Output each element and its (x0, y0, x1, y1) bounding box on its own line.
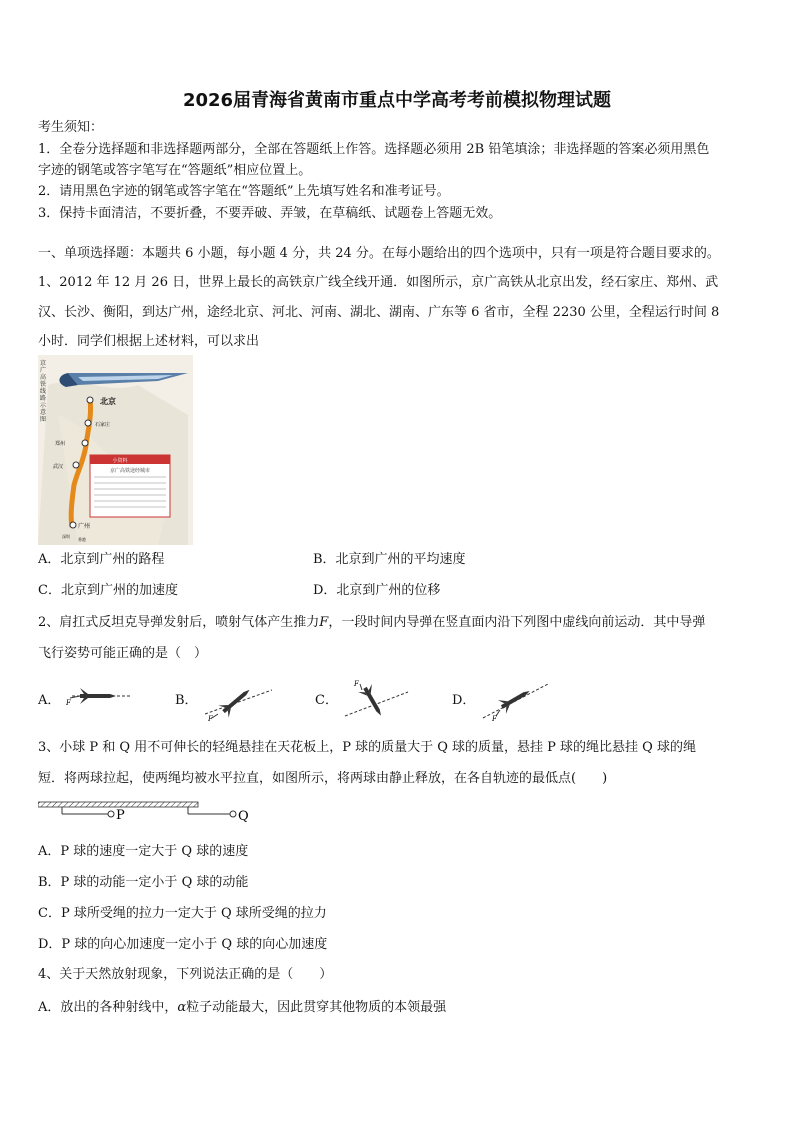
city-label: 北京 (100, 397, 116, 406)
city-label: 深圳 (62, 534, 70, 539)
q1-text: 1、2012 年 12 月 26 日，世界上最长的高铁京广线全线开通．如图所示，京广高铁从北京出发，经石家庄、郑州、武 (38, 275, 719, 290)
q3-option-d: D．P 球的向心加速度一定小于 Q 球的向心加速度 (38, 937, 328, 952)
q2-label-a: A． (38, 693, 61, 708)
pendulum-figure (38, 798, 278, 830)
svg-text:F: F (208, 715, 213, 722)
svg-text:F: F (354, 680, 359, 688)
q2-label-c: C． (315, 693, 338, 708)
notice-heading: 考生须知： (38, 120, 104, 135)
q2-text: 飞行姿势可能正确的是（ ） (38, 646, 208, 661)
svg-text:Q: Q (238, 809, 249, 824)
page-title: 2026届青海省黄南市重点中学高考考前模拟物理试题 (182, 90, 612, 111)
q3-option-b: B．P 球的动能一定小于 Q 球的动能 (38, 875, 249, 890)
info-box-title: 小资料 (112, 458, 128, 464)
railway-map (38, 355, 193, 545)
q1-option-d: D．北京到广州的位移 (313, 583, 441, 598)
railway-map-figure (38, 355, 193, 545)
missile-figure-a (62, 678, 132, 718)
city-label: 香港 (78, 537, 86, 542)
q3-text: 短．将两球拉起，使两绳均被水平拉直，如图所示，将两球由静止释放，在各自轨迹的最低点( ) (38, 771, 608, 786)
missile-figure-b (200, 680, 275, 722)
svg-text:F: F (66, 699, 71, 707)
missile-figure-c (340, 678, 410, 722)
q2-label-b: B． (175, 693, 198, 708)
q1-text: 汉、长沙、衡阳，到达广州，途经北京、河北、河南、湖北、湖南、广东等 6 省市，全程 2230 公里，全程运行时间 8 (38, 305, 720, 320)
notice-item: 1．全卷分选择题和非选择题两部分，全部在答题纸上作答。选择题必须用 2B 铅笔填涂；非选择题的答案必须用黑色 (38, 142, 710, 157)
city-label: 石家庄 (95, 422, 111, 428)
missile-figure-d (478, 678, 550, 722)
q1-option-a: A．北京到广州的路程 (38, 552, 165, 567)
notice-item: 2．请用黑色字迹的钢笔或答字笔在“答题纸”上先填写姓名和准考证号。 (38, 184, 450, 199)
q3-text: 3、小球 P 和 Q 用不可伸长的轻绳悬挂在天花板上，P 球的质量大于 Q 球的质量，悬挂 P 球的绳比悬挂 Q 球的绳 (38, 740, 696, 755)
q4-text: 4、关于天然放射现象，下列说法正确的是（ ） (38, 967, 333, 982)
map-side-title: 京广高铁线路示意图 (40, 360, 47, 423)
city-label: 郑州 (55, 441, 66, 447)
info-box-subtitle: 京广高铁途经城市 (109, 468, 151, 474)
q1-option-c: C．北京到广州的加速度 (38, 583, 178, 598)
notice-item: 字迹的钢笔或答字笔写在“答题纸”相应位置上。 (38, 163, 312, 178)
q3-option-a: A．P 球的速度一定大于 Q 球的速度 (38, 844, 249, 859)
section-heading: 一、单项选择题：本题共 6 小题，每小题 4 分，共 24 分。在每小题给出的四个选项中，只有一项是符合题目要求的。 (38, 246, 720, 261)
svg-text:F: F (492, 715, 497, 722)
q2-label-d: D． (452, 693, 476, 708)
q4-option-a: A．放出的各种射线中，α粒子动能最大，因此贯穿其他物质的本领最强 (38, 1000, 447, 1015)
notice-item: 3．保持卡面清洁，不要折叠，不要弄破、弄皱，在草稿纸、试题卷上答题无效。 (38, 206, 502, 221)
city-label: 武汉 (53, 464, 64, 470)
city-label: 广州 (78, 523, 91, 530)
q3-option-c: C．P 球所受绳的拉力一定大于 Q 球所受绳的拉力 (38, 906, 327, 921)
svg-text:P: P (116, 808, 125, 823)
q2-text: 2、肩扛式反坦克导弹发射后，喷射气体产生推力F，一段时间内导弹在竖直面内沿下列图中虚线向前运动．其中导弹 (38, 615, 706, 630)
q1-option-b: B．北京到广州的平均速度 (313, 552, 466, 567)
q1-text: 小时．同学们根据上述材料，可以求出 (38, 334, 260, 349)
